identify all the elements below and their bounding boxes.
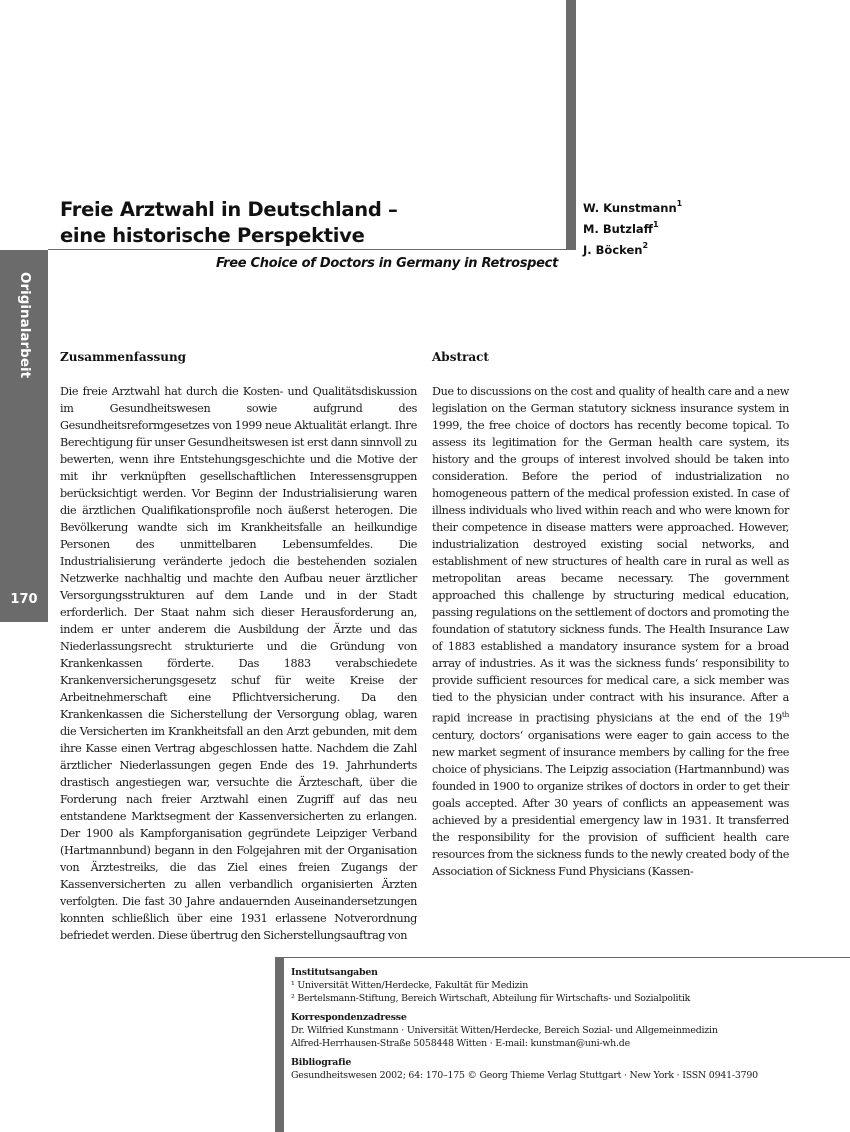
top-decorative-bar bbox=[566, 0, 576, 250]
author-list bbox=[583, 196, 823, 258]
bibliography-line: Gesundheitswesen 2002; 64: 170–175 © Georg Thieme Verlag Stuttgart · New York · ISSN 0941-3790 bbox=[291, 1070, 758, 1081]
title-line-2: eine historische Perspektive bbox=[60, 224, 365, 247]
zusammenfassung-heading: Zusammenfassung bbox=[60, 350, 187, 364]
institution-line: ² Bertelsmann-Stiftung, Bereich Wirtschaft, Abteilung für Wirtschafts- und Sozialpolitik bbox=[291, 993, 691, 1004]
english-title: Free Choice of Doctors in Germany in Retrospect bbox=[216, 256, 558, 271]
article-info-box bbox=[291, 966, 841, 1088]
correspondence-line: Dr. Wilfried Kunstmann · Universität Witten/Herdecke, Bereich Sozial- und Allgemeinmedizin bbox=[291, 1025, 718, 1036]
institution-line: ¹ Universität Witten/Herdecke, Fakultät für Medizin bbox=[291, 980, 529, 991]
author: M. Butzlaff$^1$ bbox=[583, 219, 659, 236]
bibliography-heading: Bibliografie bbox=[291, 1057, 352, 1068]
correspondence-line: Alfred-Herrhausen-Straße 5058448 Witten · E-mail: kunstman@uni-wh.de bbox=[291, 1038, 630, 1049]
article-title bbox=[60, 197, 560, 249]
footer-decorative-bar bbox=[275, 957, 284, 1132]
correspondence-heading: Korrespondenzadresse bbox=[291, 1012, 407, 1023]
author: W. Kunstmann$^1$ bbox=[583, 199, 683, 215]
zusammenfassung-text: Die freie Arztwahl hat durch die Kosten- und Qualitätsdiskussion im Gesundheitswesen sowie aufgrund des Gesundheitsreformgesetzes von 1999 neue Aktualität erlangt. Ihre Berechtigung für unser Gesundheitswesen ist erst dann sinnvoll zu bewerten, wenn ihre Entstehungsgeschichte und die Motive der mit ihr verknüpften gesellschaftlichen Interessensgruppen berücksichtigt werden. Vor Beginn der Industrialisierung waren die ärztlichen Qualifikationsprofile noch äußerst heterogen. Die Bevölkerung wandte sich im Krankheitsfalle an heilkundige Personen des unmittelbaren Lebensumfeldes. Die Industrialisierung veränderte jedoch die bestehenden sozialen Netzwerke nachhaltig und machte den Aufbau neuer ärztlicher Versorgungsstrukturen auf dem Lande und in der Stadt erforderlich. Der Staat nahm sich dieser Herausforderung an, indem er unter anderem die Ausbildung der Ärzte und das Niederlassungsrecht strukturierte und die Gründung von Krankenkassen förderte. Das 1883 verabschiedete Krankenversicherungsgesetz schuf für weite Kreise der Arbeitnehmerschaft eine Pflichtversicherung. Da den Krankenkassen die Sicherstellung der Versorgung oblag, waren die Versicherten im Krankheitsfall an den Arzt gebunden, mit dem ihre Kasse einen Vertrag abgeschlossen hatte. Nachdem die Zahl ärztlicher Niederlassungen gegen Ende des 19. Jahrhunderts drastisch angestiegen war, versuchte die Ärzteschaft, über die Forderung nach freier Arztwahl einen Zugriff auf das neu entstandene Marktsegment der Kassenversicherten zu erlangen. Der 1900 als Kampforganisation gegründete Leipziger Verband (Hartmannbund) begann in den Folgejahren mit der Organisation von Ärztestreiks, die das Ziel eines freien Zugangs der Kassenversicherten zu allen verbandlich organisierten Ärzten verfolgten. Die fast 30 Jahre andauernden Auseinandersetzungen konnten schließlich über eine 1931 erlassene Notverordnung befriedet werden. Diese übertrug den Sicherstellungsauftrag von bbox=[60, 385, 417, 942]
title-divider bbox=[48, 249, 576, 250]
author: J. Böcken$^2$ bbox=[583, 240, 649, 257]
title-line-1: Freie Arztwahl in Deutschland – bbox=[60, 198, 398, 221]
abstract-text: Due to discussions on the cost and quality of health care and a new legislation on the German statutory sickness insurance system in 1999, the free choice of doctors has recently become topical. To assess its legitimation for the German health care system, its history and the groups of interest involved should be taken into consideration. Before the period of industrialization no homogeneous pattern of the medical profession existed. In case of illness individuals who lived within reach and who were known for their competence in disease matters were approached. However, industrialization destroyed existing social networks, and establishment of new structures of health care in rural as well as metropolitan areas became necessary. The government approached this challenge by structuring medical education, passing regulations on the settlement of doctors and promoting the foundation of statutory sickness funds. The Health Insurance Law of 1883 established a mandatory insurance system for a broad array of industries. As it was the sickness funds‘ responsibility to provide sufficient resources for medical care, a sick member was tied to the physician under contract with his insurance. After a rapid increase in practising physicians at the end of the 19th century, doctors‘ organisations were eager to gain access to the new market segment of insurance members by calling for the free choice of physicians. The Leipzig association (Hartmannbund) was founded in 1900 to organize strikes of doctors in order to get their goals accepted. After 30 years of conflicts an appeasement was achieved by a presidential emergency law in 1931. It transferred the responsibility for the provision of sufficient health care resources from the sickness funds to the newly created body of the Association of Sickness Fund Physicians (Kassen- bbox=[432, 385, 789, 878]
footer-divider bbox=[284, 957, 850, 958]
page-number: 170 bbox=[10, 592, 38, 607]
abstract-heading: Abstract bbox=[432, 350, 489, 364]
institution-heading: Institutsangaben bbox=[291, 967, 378, 978]
